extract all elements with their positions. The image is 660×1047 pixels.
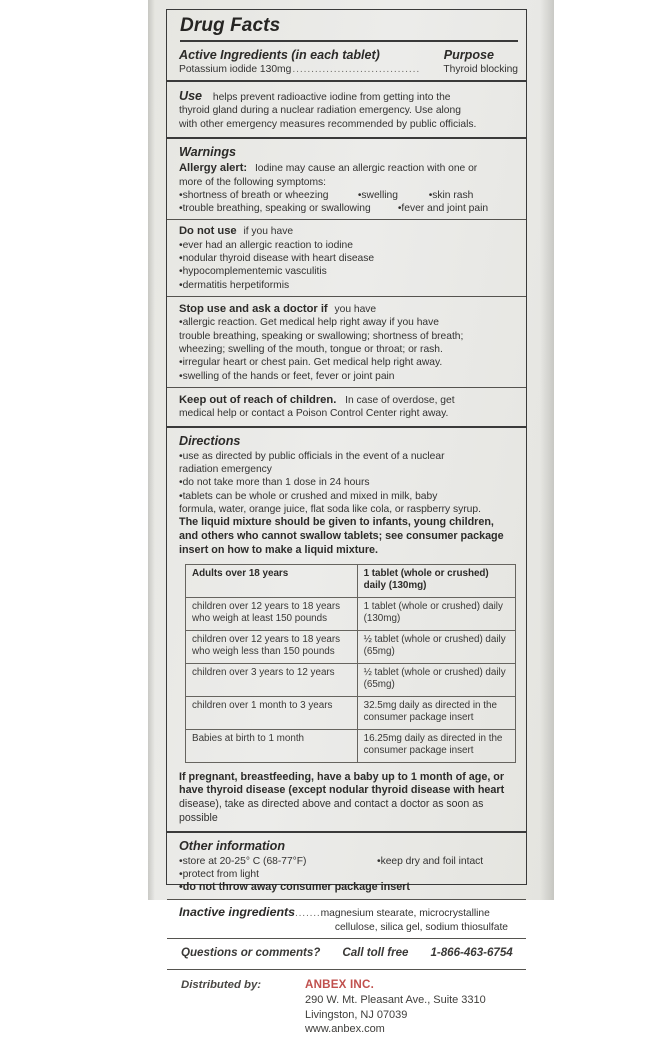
section-pregnancy-note [167,770,526,833]
inactive-ingredients-heading: Inactive ingredients [179,905,295,920]
table-row [186,564,516,597]
symptom-swelling: •swelling [357,189,398,201]
section-keep-out-of-reach [167,388,526,428]
active-ingredient-name: Potassium iodide 130mg [179,63,292,75]
do-not-use-item: •hypocomplementemic vasculitis [179,266,327,278]
panel-left-shading [148,0,155,900]
allergy-alert-line-2: more of the following symptoms: [179,176,327,188]
dosing-table-wrapper [167,558,526,770]
directions-item: •tablets can be whole or crushed and mixed in milk, baby [179,490,438,502]
other-info-package-insert: •do not throw away consumer package insert [179,881,410,894]
use-line-1: helps prevent radioactive iodine from getting into the [212,92,451,104]
stop-use-item: trouble breathing, speaking or swallowing; shortness of breath; [179,330,464,342]
call-toll-free-label: Call toll free [342,945,409,959]
stop-use-item: wheezing; swelling of the mouth, tongue or throat; or rash. [179,343,443,355]
section-directions [167,428,526,558]
symptom-skin-rash: •skin rash [428,189,474,201]
directions-heading: Directions [179,433,241,448]
other-info-keep-dry: •keep dry and foil intact [377,855,484,867]
stop-use-item: •swelling of the hands or feet, fever or joint pain [179,370,395,382]
keep-out-line-2: medical help or contact a Poison Control Center right away. [179,408,449,420]
stop-use-item: •irregular heart or chest pain. Get medical help right away. [179,357,443,369]
title-rule [180,40,518,42]
pregnancy-note-line: If pregnant, breastfeeding, have a baby up to 1 month of age, or [179,770,505,783]
allergy-alert-line-1: Iodine may cause an allergic reaction with one or [254,163,478,175]
symptom-trouble-breathing: •trouble breathing, speaking or swallowing [179,203,371,215]
section-active-ingredients [167,44,526,83]
page-title: Drug Facts [180,15,281,36]
dose-age-group: children over 12 years to 18 years who weigh at least 150 pounds [186,597,358,630]
section-distributed-by [167,970,526,1047]
stop-use-lead: Stop use and ask a doctor if [179,302,328,315]
dose-amount: ½ tablet (whole or crushed) daily (65mg) [357,630,515,663]
panel-right-shading [540,0,554,900]
leader-dots: .................................. [292,63,421,75]
inactive-ingredients-row [179,904,518,920]
use-line-2: thyroid gland during a nuclear radiation emergency. Use along [179,105,461,117]
active-ingredients-heading: Active Ingredients (in each tablet) [179,47,380,62]
dose-age-group: Adults over 18 years [186,564,358,597]
do-not-use-lead: Do not use [179,225,237,238]
dose-amount: 1 tablet (whole or crushed) daily (130mg) [357,564,515,597]
stop-use-item: •allergic reaction. Get medical help right away if you have [179,317,439,329]
do-not-use-item: •ever had an allergic reaction to iodine [179,239,353,251]
directions-bold-note-line: insert on how to make a liquid mixture. [179,543,378,556]
directions-item: •use as directed by public officials in the event of a nuclear [179,450,445,462]
other-info-storage: •store at 20-25° C (68-77°F) [179,855,307,867]
dose-amount: 1 tablet (whole or crushed) daily (130mg) [357,597,515,630]
dose-age-group: children over 1 month to 3 years [186,696,358,729]
directions-item: radiation emergency [179,464,272,476]
phone-number[interactable]: 1-866-463-6754 [430,945,513,959]
keep-out-lead: Keep out of reach of children. [179,393,337,406]
directions-item: •do not take more than 1 dose in 24 hours [179,477,370,489]
do-not-use-lead-rest: if you have [243,226,294,238]
drug-facts-box [166,9,527,1036]
inactive-ingredients-line-1: magnesium stearate, microcrystalline [320,908,490,920]
section-use [167,82,526,139]
symptom-shortness-of-breath: •shortness of breath or wheezing [179,189,329,201]
pregnancy-note-line: have thyroid disease (except nodular thyroid disease with heart [179,784,505,797]
dose-age-group: children over 3 years to 12 years [186,663,358,696]
section-warnings-allergy [167,139,526,221]
do-not-use-item: •nodular thyroid disease with heart disease [179,253,375,265]
dose-age-group: Babies at birth to 1 month [186,729,358,762]
dose-amount: 16.25mg daily as directed in the consumer package insert [357,729,515,762]
address-line-1: 290 W. Mt. Pleasant Ave., Suite 3310 [305,993,486,1006]
other-information-heading: Other information [179,838,286,853]
symptom-fever-joint-pain: •fever and joint pain [397,203,489,215]
distributed-by-label: Distributed by: [181,978,262,991]
inactive-ingredients-line-2: cellulose, silica gel, sodium thiosulfate [334,921,508,933]
dosing-table [185,564,516,763]
directions-item: formula, water, orange juice, flat soda like cola, or raspberry syrup. [179,503,481,515]
warnings-heading: Warnings [179,144,236,159]
other-info-row-1 [179,855,518,868]
do-not-use-item: •dermatitis herpetiformis [179,279,290,291]
section-questions [167,939,526,970]
pregnancy-note-line: possible [179,812,218,825]
section-other-information [167,833,526,901]
allergy-alert-lead: Allergy alert: [179,162,248,175]
section-do-not-use [167,220,526,297]
other-info-protect-light: •protect from light [179,869,259,881]
table-row [186,729,516,762]
pregnancy-note-line: disease), take as directed above and contact a doctor as soon as [179,798,484,811]
dose-age-group: children over 12 years to 18 years who weigh less than 150 pounds [186,630,358,663]
table-row [186,597,516,630]
distributor-block [305,978,486,1037]
stop-use-lead-rest: you have [334,303,377,315]
company-website[interactable]: www.anbex.com [305,1023,385,1036]
use-line-3: with other emergency measures recommended by public officials. [179,118,477,130]
leader-dots: ....... [294,908,321,920]
table-row [186,696,516,729]
active-ingredient-purpose: Thyroid blocking [443,63,518,75]
section-inactive-ingredients [167,900,526,939]
company-name: ANBEX INC. [305,977,374,991]
questions-prompt: Questions or comments? [181,945,321,959]
allergy-symptoms-row-2 [179,202,518,215]
active-ingredient-row [179,63,518,76]
purpose-heading: Purpose [443,47,494,62]
section-stop-use [167,297,526,388]
allergy-symptoms-row-1 [179,189,518,202]
directions-bold-note-line: The liquid mixture should be given to infants, young children, [179,516,494,529]
table-row [186,663,516,696]
directions-bold-note-line: and others who cannot swallow tablets; see consumer package [179,530,504,543]
address-line-2: Livingston, NJ 07039 [305,1008,408,1021]
dose-amount: 32.5mg daily as directed in the consumer package insert [357,696,515,729]
keep-out-line-1: In case of overdose, get [345,394,455,406]
table-row [186,630,516,663]
dose-amount: ½ tablet (whole or crushed) daily (65mg) [357,663,515,696]
use-heading: Use [179,89,203,104]
